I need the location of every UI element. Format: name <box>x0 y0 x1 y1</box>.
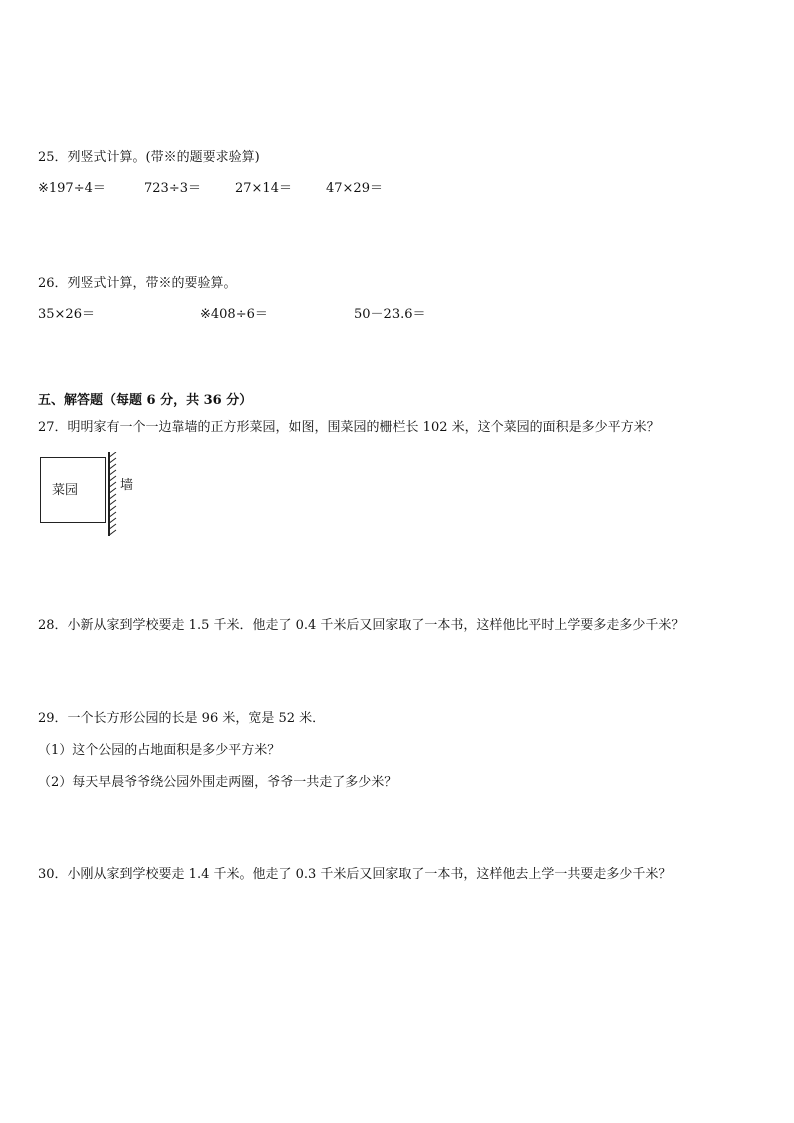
garden-label: 菜园 <box>52 483 79 498</box>
question-28-text: 28．小新从家到学校要走 1.5 千米．他走了 0.4 千米后又回家取了一本书，这样他比平时上学要多走多少千米？ <box>38 618 685 633</box>
garden-figure <box>38 452 138 536</box>
q25-item-1: ※197÷4＝ <box>38 181 106 196</box>
q26-item-1: 35×26＝ <box>38 307 95 322</box>
section-5-title: 五、解答题（每题 6 分，共 36 分） <box>38 393 253 408</box>
q26-item-3: 50－23.6＝ <box>354 307 426 322</box>
q26-item-2: ※408÷6＝ <box>200 307 268 322</box>
q25-item-2: 723÷3＝ <box>144 181 201 196</box>
wall-label: 墙 <box>120 478 134 493</box>
question-26-title: 26．列竖式计算，带※的要验算。 <box>38 276 237 291</box>
question-30-text: 30．小刚从家到学校要走 1.4 千米。他走了 0.3 千米后又回家取了一本书，这样他去上学一共要走多少千米？ <box>38 867 672 882</box>
question-29-sub2: （2）每天早晨爷爷绕公园外围走两圈，爷爷一共走了多少米？ <box>38 775 398 790</box>
question-29-text: 29．一个长方形公园的长是 96 米，宽是 52 米． <box>38 711 326 726</box>
question-25-title: 25．列竖式计算。(带※的题要求验算) <box>38 150 260 165</box>
q25-item-3: 27×14＝ <box>235 181 292 196</box>
q25-item-4: 47×29＝ <box>326 181 383 196</box>
question-29-sub1: （1）这个公园的占地面积是多少平方米？ <box>38 743 281 758</box>
question-27-text: 27．明明家有一个一边靠墙的正方形菜园，如图，围菜园的栅栏长 102 米，这个菜园的面积是多少平方米？ <box>38 420 660 435</box>
